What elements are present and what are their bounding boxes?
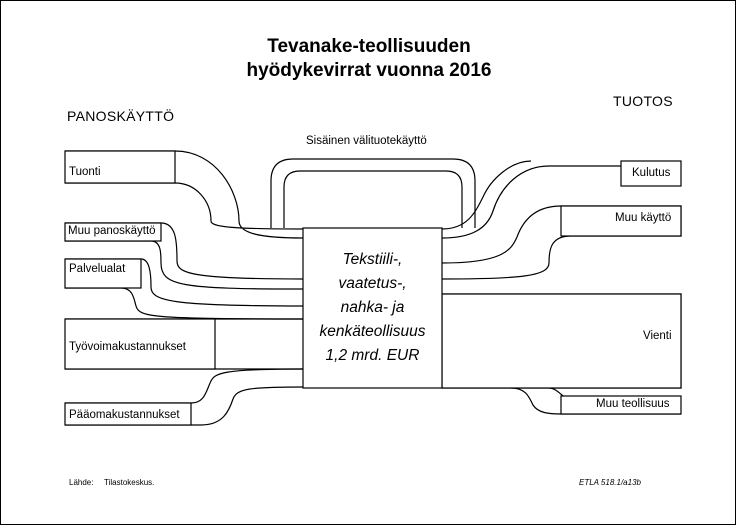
center-line-1: Tekstiili-, bbox=[342, 251, 403, 268]
title-line-2: hyödykevirrat vuonna 2016 bbox=[246, 60, 492, 81]
center-line-4: kenkäteollisuus bbox=[319, 323, 426, 340]
center-line-3: nahka- ja bbox=[340, 299, 405, 316]
input-label-tuonti: Tuonti bbox=[69, 166, 101, 178]
output-label-muu-teollisuus: Muu teollisuus bbox=[596, 398, 670, 410]
input-label-muu-panoskaytto: Muu panoskäyttö bbox=[68, 225, 156, 237]
input-label-paaomakustannukset: Pääomakustannukset bbox=[69, 409, 180, 421]
title-line-1: Tevanake-teollisuuden bbox=[267, 36, 471, 57]
output-label-kulutus: Kulutus bbox=[632, 167, 671, 179]
internal-use-label: Sisäinen välituotekäyttö bbox=[306, 135, 427, 147]
source-label: Lähde: bbox=[69, 478, 94, 487]
chart-code: ETLA 518.1/a13b bbox=[579, 478, 641, 487]
output-label-muu-kaytto: Muu käyttö bbox=[615, 212, 672, 224]
outputs-header: TUOTOS bbox=[613, 93, 673, 109]
output-label-vienti: Vienti bbox=[643, 330, 672, 342]
input-label-palvelualat: Palvelualat bbox=[69, 263, 126, 275]
input-label-tyovoimakustannukset: Työvoimakustannukset bbox=[69, 341, 186, 353]
center-label bbox=[303, 228, 442, 388]
source-value: Tilastokeskus. bbox=[104, 478, 155, 487]
inputs-header: PANOSKÄYTTÖ bbox=[67, 108, 175, 124]
center-line-2: vaatetus-, bbox=[338, 275, 407, 292]
center-line-5: 1,2 mrd. EUR bbox=[325, 347, 420, 364]
flow-internal-loop bbox=[271, 159, 475, 228]
